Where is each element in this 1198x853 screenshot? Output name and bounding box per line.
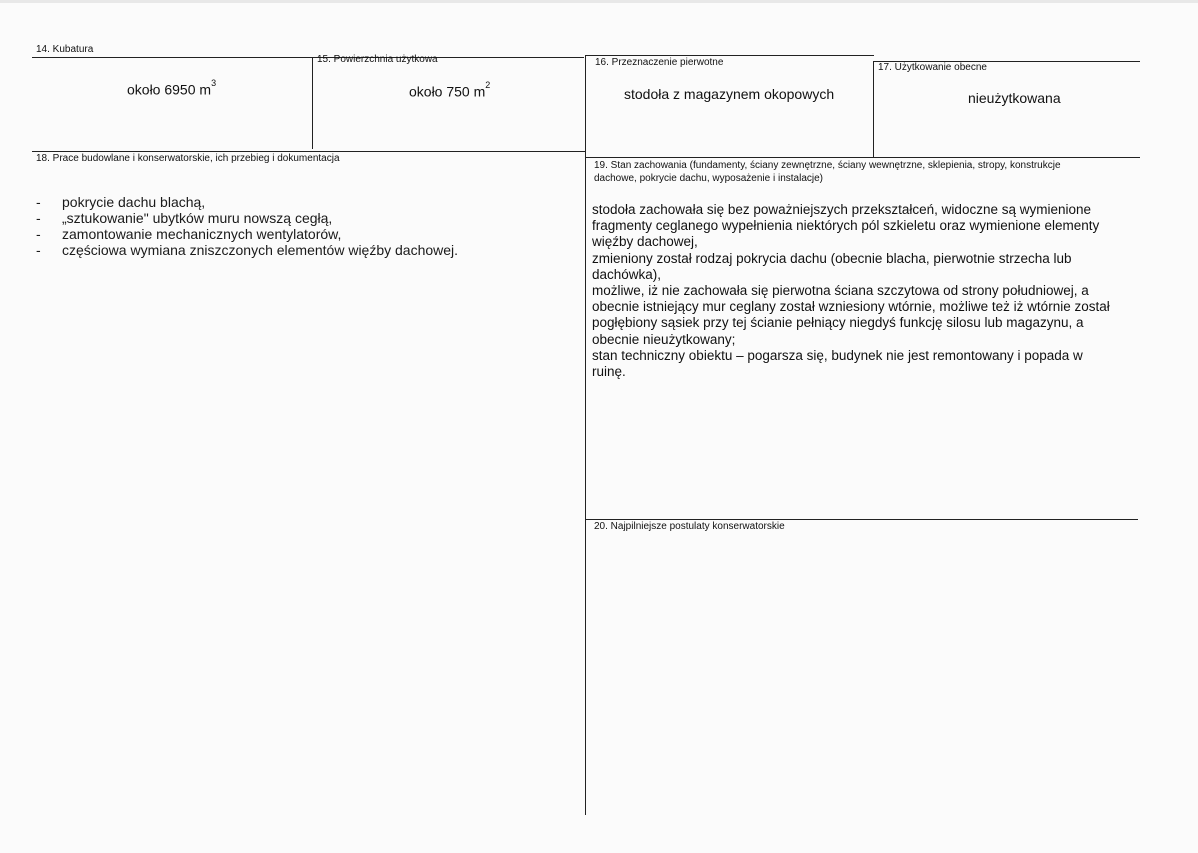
list-item-text: „sztukowanie" ubytków muru nowszą cegłą, — [62, 210, 333, 226]
field-17-value: nieużytkowana — [968, 90, 1061, 106]
rule-20 — [586, 519, 1138, 520]
text-line: fragmenty ceglanego wypełnienia niektórych pól szkieletu oraz wymienione elementy — [592, 218, 1100, 234]
list-item — [36, 210, 458, 226]
text-line: zmieniony został rodzaj pokrycia dachu (obecnie blacha, pierwotnie strzecha lub — [592, 250, 1072, 266]
text-line: możliwe, iż nie zachowała się pierwotna ściana szczytowa od strony południowej, a — [592, 283, 1089, 299]
rule-14-15 — [32, 57, 584, 58]
list-bullet: - — [36, 226, 41, 242]
text-line: więźby dachowej, — [592, 234, 698, 250]
rule-16 — [586, 55, 874, 56]
list-item-text: pokrycie dachu blachą, — [62, 194, 206, 210]
text-line: obecnie istniejący mur ceglany został wzniesiony wtórnie, możliwe też iż wtórnie został — [592, 299, 1110, 315]
field-19-label-line1: 19. Stan zachowania (fundamenty, ściany zewnętrzne, ściany wewnętrzne, sklepienia, stropy, konstrukcje — [594, 160, 1061, 171]
text-line: stan techniczny obiektu – pogarsza się, budynek nie jest remontowany i popada w — [592, 347, 1083, 363]
list-item-text: zamontowanie mechanicznych wentylatorów, — [62, 226, 342, 242]
field-18-label: 18. Prace budowlane i konserwatorskie, ich przebieg i dokumentacja — [36, 153, 340, 164]
field-14-value-text: około 6950 m — [127, 81, 212, 98]
field-15-unit-sup: 2 — [485, 80, 491, 90]
field-15-label: 15. Powierzchnia użytkowa — [317, 54, 438, 65]
field-19-label-line2: dachowe, pokrycie dachu, wyposażenie i instalacje) — [594, 173, 824, 184]
field-17-label: 17. Użytkowanie obecne — [878, 62, 987, 73]
field-14-label: 14. Kubatura — [36, 44, 94, 55]
list-bullet: - — [36, 242, 41, 258]
field-16-label: 16. Przeznaczenie pierwotne — [595, 57, 724, 68]
list-item-text: częściowa wymiana zniszczonych elementów więźby dachowej. — [62, 242, 459, 258]
rule-19 — [586, 157, 1140, 158]
rule-18 — [32, 151, 585, 152]
scan-edge — [0, 0, 1198, 3]
list-item — [36, 226, 458, 242]
field-14-unit-sup: 3 — [211, 78, 217, 88]
text-line: obecnie nieużytkowany; — [592, 331, 736, 347]
text-line: dachówka), — [592, 266, 662, 282]
text-line: stodoła zachowała się bez poważniejszych przekształceń, widoczne są wymienione — [592, 202, 1092, 217]
list-bullet: - — [36, 210, 41, 226]
list-item — [36, 242, 458, 258]
field-20-label: 20. Najpilniejsze postulaty konserwatorskie — [594, 521, 785, 532]
list-bullet: - — [36, 194, 41, 210]
field-14-value — [127, 78, 216, 98]
field-15-value-text: około 750 m — [409, 83, 486, 100]
divider-14-15 — [312, 57, 313, 149]
field-18-list — [36, 194, 458, 258]
list-item — [36, 194, 458, 210]
text-line: pogłębiony sąsiek przy tej ścianie pełniący niegdyś funkcję silosu lub magazynu, a — [592, 315, 1084, 331]
field-16-value: stodoła z magazynem okopowych — [624, 86, 835, 102]
text-line: ruinę. — [592, 364, 626, 380]
divider-16-17 — [873, 61, 874, 157]
field-15-value — [409, 80, 490, 100]
field-19-text — [592, 202, 1132, 380]
divider-15-16 — [585, 55, 586, 815]
